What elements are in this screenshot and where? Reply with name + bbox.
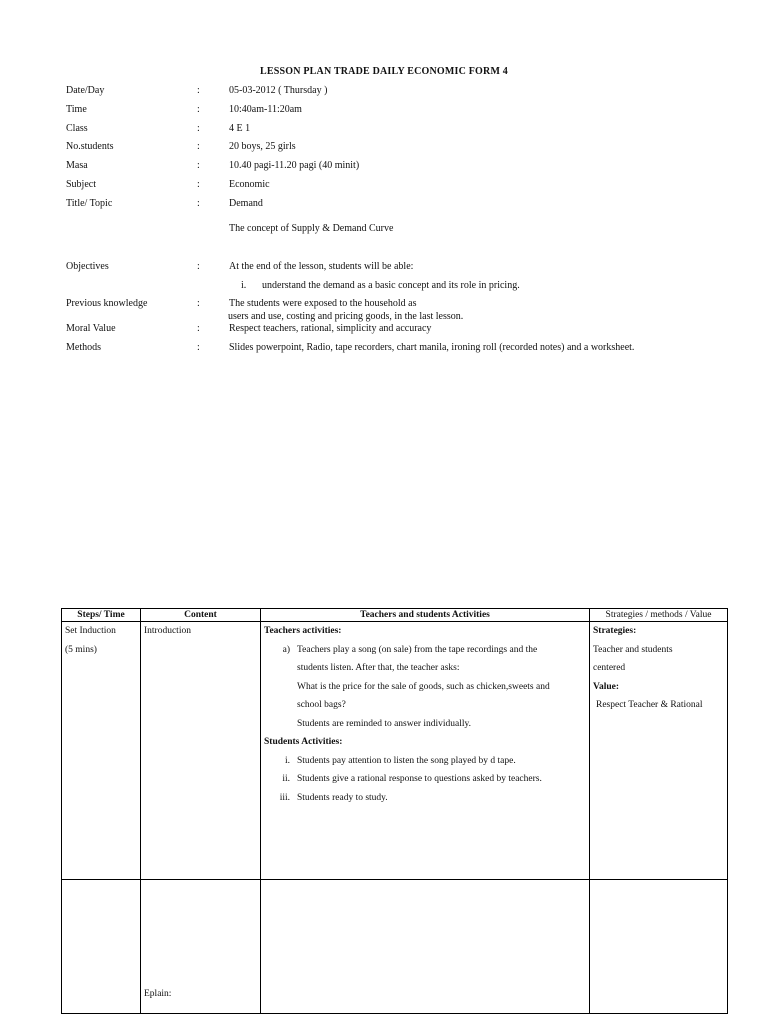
teacher-line	[264, 678, 586, 697]
field-value: Respect teachers, rational, simplicity and accuracy	[229, 323, 432, 334]
table-row	[62, 880, 728, 1014]
field-value: 10.40 pagi-11.20 pagi (40 minit)	[229, 160, 360, 171]
teacher-line	[264, 715, 586, 734]
cell-activities-empty	[261, 880, 590, 1014]
student-activity-text: Students pay attention to listen the song played by d tape.	[297, 755, 516, 766]
field-label: Previous knowledge	[66, 298, 148, 309]
value-heading: Value:	[593, 681, 620, 692]
field-value: Demand	[229, 198, 263, 209]
cell-steps-empty	[62, 880, 141, 1014]
header-steps-time: Steps/ Time	[62, 609, 141, 622]
field-value: At the end of the lesson, students will be able:	[229, 261, 414, 272]
field-colon: :	[197, 179, 200, 190]
field-label: Subject	[66, 179, 96, 190]
field-colon: :	[197, 85, 200, 96]
field-label: Title/ Topic	[66, 198, 113, 209]
table-header-row	[62, 609, 728, 622]
header-strategies: Strategies / methods / Value	[590, 609, 728, 622]
student-activity-item	[264, 770, 586, 789]
objective-item: understand the demand as a basic concept and its role in pricing.	[262, 280, 520, 291]
step-name: Set Induction	[65, 626, 116, 636]
field-label: Time	[66, 104, 87, 115]
cell-steps	[62, 622, 141, 880]
strategies-line-1: Teacher and students	[593, 644, 673, 655]
item-marker: iii.	[279, 792, 290, 803]
field-label: Class	[66, 123, 88, 134]
cell-content	[141, 880, 261, 1014]
teacher-line	[264, 659, 586, 678]
field-value: Economic	[229, 179, 270, 190]
field-value: The students were exposed to the household as	[229, 298, 417, 309]
field-colon: :	[197, 123, 200, 134]
field-colon: :	[197, 141, 200, 152]
student-activity-item	[264, 789, 586, 808]
student-activity-item	[264, 752, 586, 771]
cell-strategies-empty	[590, 880, 728, 1014]
cell-content	[141, 622, 261, 880]
cell-strategies	[590, 622, 728, 880]
field-value: 4 E 1	[229, 123, 251, 134]
field-colon: :	[197, 323, 200, 334]
strategies-heading: Strategies:	[593, 626, 637, 636]
teacher-line-3: What is the price for the sale of goods, such as chicken,sweets and	[297, 681, 550, 692]
field-colon: :	[197, 298, 200, 309]
topic-detail: The concept of Supply & Demand Curve	[229, 223, 394, 234]
strategies-line-2: centered	[593, 663, 626, 673]
field-value: 05-03-2012 ( Thursday )	[229, 85, 328, 96]
step-duration: (5 mins)	[65, 644, 97, 655]
teachers-activities-heading: Teachers activities:	[264, 626, 342, 636]
field-value: Slides powerpoint, Radio, tape recorders, chart manila, ironing roll (recorded notes) and a worksheet.	[229, 342, 635, 353]
item-marker: i.	[284, 755, 290, 766]
field-colon: :	[197, 160, 200, 171]
content-text: Introduction	[144, 626, 191, 636]
previous-knowledge-line2: users and use, costing and pricing goods, in the last lesson.	[228, 311, 464, 322]
cell-activities	[261, 622, 590, 880]
teacher-line-5: Students are reminded to answer individually.	[297, 718, 472, 729]
objective-item-marker: i.	[241, 280, 247, 291]
field-value: 20 boys, 25 girls	[229, 141, 296, 152]
field-label: Moral Value	[66, 323, 116, 334]
field-value: 10:40am-11:20am	[229, 104, 302, 115]
students-activities-heading: Students Activities:	[264, 737, 343, 747]
field-label: Date/Day	[66, 85, 105, 96]
field-label: Methods	[66, 342, 101, 353]
explain-label: Eplain:	[144, 988, 172, 999]
field-colon: :	[197, 261, 200, 272]
field-colon: :	[197, 104, 200, 115]
teacher-line	[264, 696, 586, 715]
field-colon: :	[197, 198, 200, 209]
lesson-activities-table	[61, 608, 728, 1014]
field-colon: :	[197, 342, 200, 353]
teacher-line-1: Teachers play a song (on sale) from the tape recordings and the	[297, 644, 538, 655]
teacher-line-4: school bags?	[297, 700, 346, 710]
field-label: Masa	[66, 160, 88, 171]
document-title: LESSON PLAN TRADE DAILY ECONOMIC FORM 4	[259, 66, 508, 77]
table-row	[62, 622, 728, 880]
teacher-activity-item	[264, 641, 586, 660]
value-text: Respect Teacher & Rational	[596, 700, 703, 710]
header-content: Content	[141, 609, 261, 622]
item-marker: a)	[282, 644, 290, 655]
student-activity-text: Students ready to study.	[297, 792, 388, 803]
field-label: Objectives	[66, 261, 109, 272]
student-activity-text: Students give a rational response to questions asked by teachers.	[297, 774, 542, 784]
item-marker: ii.	[282, 774, 290, 784]
teacher-line-2: students listen. After that, the teacher asks:	[297, 663, 460, 673]
header-activities: Teachers and students Activities	[261, 609, 590, 622]
field-label: No.students	[66, 141, 114, 152]
